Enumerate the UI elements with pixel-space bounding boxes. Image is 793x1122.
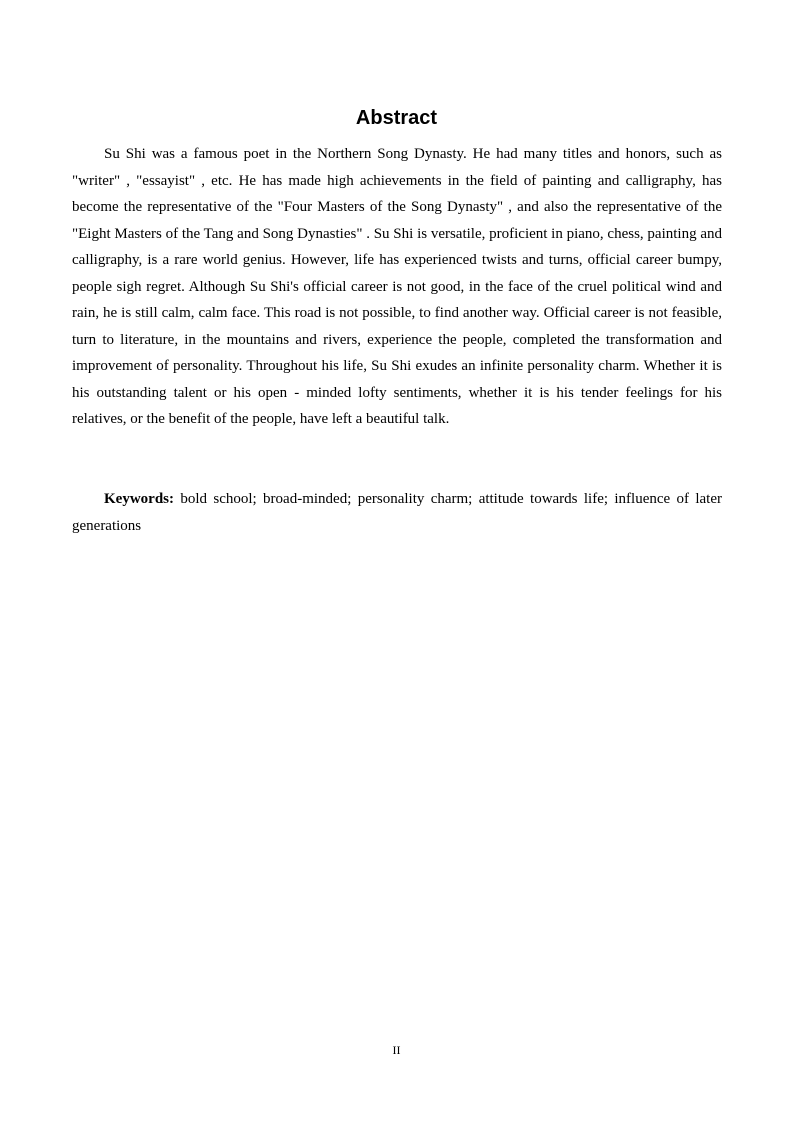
abstract-paragraph: Su Shi was a famous poet in the Northern Song Dynasty. He had many titles and honors, such as "writer" , "essayist" , etc. He has made high achievements in the field of painting and calligraphy, has become the representative of the "Four Masters of the Song Dynasty" , and also the representative of the "Eight Masters of the Tang and Song Dynasties" . Su Shi is versatile, proficient in piano, chess, painting and calligraphy, is a rare world genius. However, life has experienced twists and turns, official career bumpy, people sigh regret. Although Su Shi's official career is not good, in the face of the cruel political wind and rain, he is still calm, calm face. This road is not possible, to find another way. Official career is not feasible, turn to literature, in the mountains and rivers, experience the people, completed the transformation and improvement of personality. Throughout his life, Su Shi exudes an infinite personality charm. Whether it is his outstanding talent or his open - minded lofty sentiments, whether it is his tender feelings for his relatives, or the benefit of the people, have left a beautiful talk. [72, 146, 722, 427]
abstract-title: Abstract [355, 107, 438, 129]
keywords-label: Keywords: [104, 491, 174, 507]
keywords-paragraph [72, 486, 722, 539]
keywords-list: bold school; broad-minded; personality charm; attitude towards life; influence of later generations [72, 491, 723, 534]
page-number: II [392, 1043, 401, 1057]
